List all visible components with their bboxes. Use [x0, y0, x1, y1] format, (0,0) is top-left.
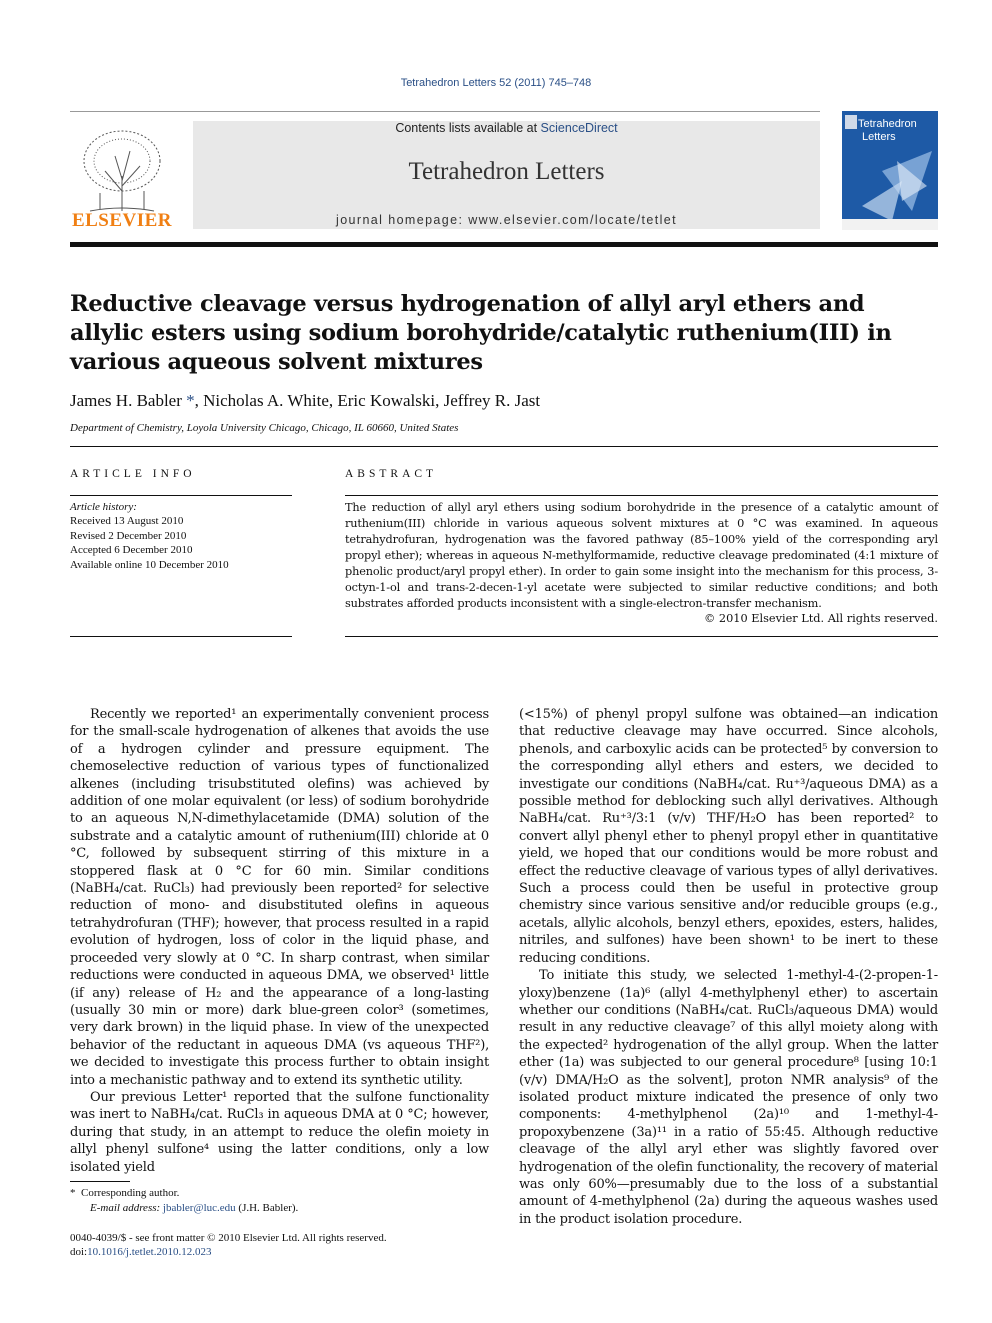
body-paragraph: Recently we reported¹ an experimentally convenient process for the small-scale hydrogenation of alkenes that avoids the use of a hydrogen cylinder and pressure equipment. The chemoselective reduction of various types of functionalized alkenes (including trisubstituted olefins) was achieved by addition of one molar equivalent (or less) of sodium borohydride to an aqueous N,N-dimethylacetamide (DMA) solution of the substrate and a catalytic amount of ruthenium(III) chloride at 0 °C, followed by subsequent stirring of this mixture in a stoppered flask at 0 °C for 60 min. Similar conditions (NaBH₄/cat. RuCl₃) had previously been reported² for selective reduction of mono- and disubstituted olefins in aqueous tetrahydrofuran (THF); however, that process resulted in a rapid evolution of hydrogen, loss of color in the liquid phase, and proceeded very slowly at 0 °C. In sharp contrast, when similar reductions were conducted in aqueous DMA, we observed¹ little (if any) release of H₂ and the appearance of a long-lasting (usually 30 min or more) dark blue-green color³ (sometimes, very dark brown) in the liquid phase. In view of the unexpected behavior of the reductant in aqueous DMA (vs aqueous THF²), we decided to investigate this process further to obtain insight into a mechanistic pathway and to extend its synthetic utility. — [70, 707, 489, 1088]
sciencedirect-link[interactable]: ScienceDirect — [540, 121, 618, 135]
email-label: E-mail address: — [90, 1202, 161, 1214]
affiliation-rule — [70, 446, 938, 447]
author-name: Eric Kowalski — [337, 391, 436, 410]
header-rule — [70, 111, 820, 112]
corresponding-author-mark[interactable]: * — [186, 391, 195, 410]
journal-citation[interactable]: Tetrahedron Letters 52 (2011) 745–748 — [400, 77, 592, 89]
journal-homepage[interactable]: journal homepage: www.elsevier.com/locate/tetlet — [336, 213, 677, 227]
journal-title: Tetrahedron Letters — [408, 158, 605, 185]
header-thick-rule — [70, 242, 938, 247]
email-link[interactable]: jbabler@luc.edu — [162, 1202, 236, 1214]
contents-prefix: Contents lists available at — [395, 121, 541, 135]
history-label: Article history: — [70, 501, 137, 513]
history-online: Available online 10 December 2010 — [70, 558, 229, 571]
doi-link[interactable]: 10.1016/j.tetlet.2010.12.023 — [87, 1246, 212, 1258]
body-paragraph: To initiate this study, we selected 1-methyl-4-(2-propen-1-yloxy)benzene (1a)⁶ (allyl 4-methylphenyl ether) to ascertain whether our conditions (NaBH₄/cat. RuCl₃/aqueous DMA) would result in any reductive cleavage⁷ of this allyl moiety along with the expected² hydrogenation of the allyl group. When the latter ether (1a) was subjected to our general procedure⁸ [using 10:1 (v/v) DMA/H₂O as the solvent], proton NMR analysis⁹ of the isolated product mixture indicated the presence of only two components: 4-methylphenol (2a)¹⁰ and 1-methyl-4-propoxybenzene (3a)¹¹ in a ratio of 55:45. Although reductive cleavage of the allyl aryl ether was slightly favored over hydrogenation of the olefin functionality, the recovery of material was only 60%—presumably due to the loss of a substantial amount of 4-methylphenol (2a) during the aqueous washes used in the product isolation procedure. — [519, 968, 938, 1227]
article-title: Reductive cleavage versus hydrogenation of allyl aryl ethers and allylic esters using sodium borohydride/catalytic ruthenium(III) in various aqueous solvent mixtures — [70, 291, 892, 375]
history-revised: Revised 2 December 2010 — [70, 529, 187, 542]
article-info-heading: ARTICLE INFO — [70, 468, 196, 480]
issn-line: 0040-4039/$ - see front matter © 2010 Elsevier Ltd. All rights reserved. — [70, 1232, 387, 1244]
affiliation: Department of Chemistry, Loyola University Chicago, Chicago, IL 60660, United States — [70, 422, 459, 434]
abstract-rule — [345, 495, 938, 496]
article-history — [70, 500, 292, 572]
author-name[interactable]: James H. Babler — [70, 391, 182, 410]
body-paragraph: (<15%) of phenyl propyl sulfone was obtained—an indication that reductive cleavage may have occurred. Since alcohols, phenols, and carboxylic acids can be protected⁵ by conversion to the corresponding allyl ethers and esters, we decided to investigate our conditions (NaBH₄/cat. Ru⁺³/aqueous DMA) as a possible method for deblocking such allyl derivatives. Although NaBH₄/cat. Ru⁺³/3:1 (v/v) THF/H₂O has been reported² to convert allyl phenyl ether to phenyl propyl ether in quantitative yield, we hoped that our conditions would be more robust and effect the reductive cleavage of various types of allyl derivatives. Such a process could then be useful in protective group chemistry since various sensitive and/or reducible groups (e.g., acetals, allylic alcohols, benzyl ethers, epoxides, esters, halides, nitriles, and sulfones) have been shown¹ to be inert to these reducing conditions. — [519, 707, 938, 966]
article-info-bottom-rule — [70, 636, 292, 637]
cover-title-1: Tetrahedron — [858, 118, 917, 130]
abstract-heading: ABSTRACT — [345, 468, 438, 480]
body-column-left — [70, 706, 489, 1176]
article-info-rule — [70, 495, 292, 496]
cover-title-2: Letters — [862, 131, 896, 143]
footnote — [70, 1186, 298, 1216]
abstract-text: The reduction of allyl aryl ethers using sodium borohydride in the presence of a catalytic amount of ruthenium(III) chloride in various aqueous solvent mixtures at 0 °C was examined. In aqueous tetrahydrofuran, hydrogenation was the favored pathway (85–100% yield of the corresponding aryl propyl ether); whereas in aqueous N-methylformamide, reductive cleavage predominated (4:1 mixture of phenolic product/aryl propyl ether). In order to gain some insight into the mechanism for this process, 3-octyn-1-ol and trans-2-decen-1-yl acetate were subjected to similar reductive conditions; and both substrates afforded products inconsistent with a single-electron-transfer mechanism. — [345, 501, 938, 610]
corresponding-author-note: Corresponding author. — [81, 1187, 180, 1199]
body-paragraph: Our previous Letter¹ reported that the sulfone functionality was inert to NaBH₄/cat. RuCl₃ in aqueous DMA at 0 °C; however, during that study, in an attempt to reduce the olefin moiety in allyl phenyl sulfone⁴ using the latter conditions, only a low isolated yield — [70, 1089, 489, 1175]
abstract-bottom-rule — [345, 636, 938, 637]
email-suffix: (J.H. Babler). — [238, 1202, 299, 1214]
author-name: Nicholas A. White — [203, 391, 329, 410]
footnote-rule — [70, 1181, 130, 1182]
history-received: Received 13 August 2010 — [70, 515, 184, 528]
history-accepted: Accepted 6 December 2010 — [70, 544, 193, 557]
abstract-copyright: © 2010 Elsevier Ltd. All rights reserved. — [704, 612, 938, 625]
author-name: Jeffrey R. Jast — [443, 391, 541, 410]
author-list: James H. Babler *, Nicholas A. White, Eric Kowalski, Jeffrey R. Jast — [70, 391, 541, 410]
doi-label: doi: — [70, 1246, 88, 1258]
footnote-mark: * — [70, 1187, 76, 1199]
contents-line — [193, 121, 820, 135]
body-column-right — [519, 706, 938, 1228]
front-matter — [70, 1231, 387, 1259]
elsevier-wordmark: ELSEVIER — [71, 210, 173, 231]
